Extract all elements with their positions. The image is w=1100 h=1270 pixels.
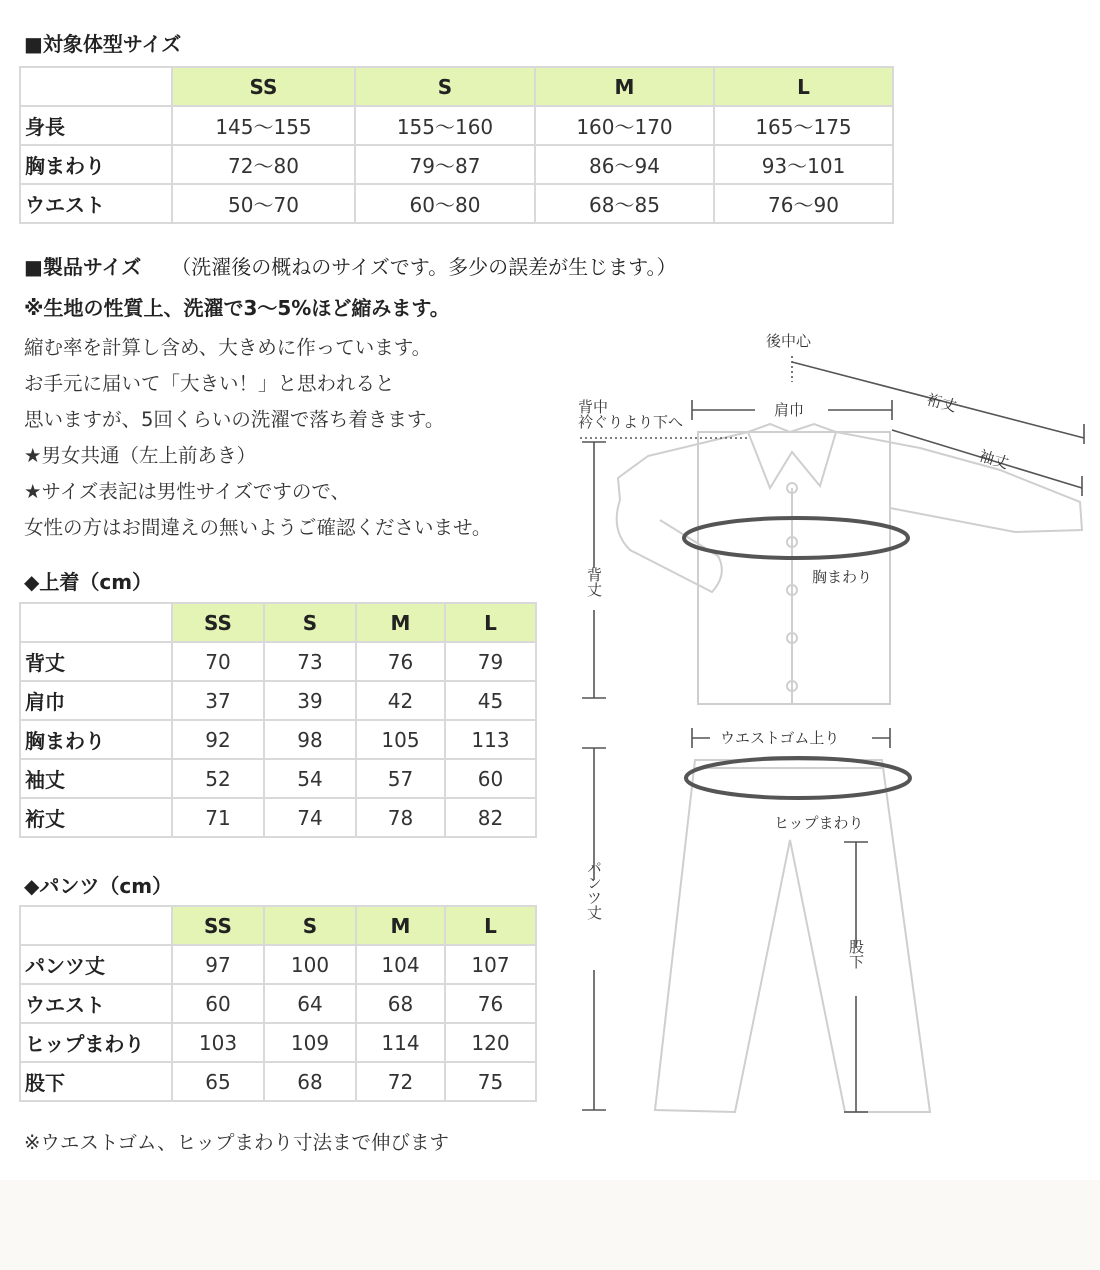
table-cell: 37	[172, 681, 264, 720]
row-label: ウエスト	[20, 184, 172, 223]
description-line: お手元に届いて「大きい！」と思われると	[24, 372, 395, 395]
top-size-table	[19, 602, 537, 838]
yuki-length-label: 裄丈	[924, 390, 959, 416]
target-size-title: ■対象体型サイズ	[24, 32, 182, 56]
header-cell: L	[445, 906, 536, 945]
footer-note: ※ウエストゴム、ヒップまわり寸法まで伸びます	[24, 1131, 450, 1154]
product-size-title: ■製品サイズ	[24, 255, 142, 279]
hip-measure-ring	[686, 758, 910, 798]
table-cell: 82	[445, 798, 536, 837]
top-size-title: ◆上着（cm）	[24, 570, 153, 594]
row-label: 胸まわり	[20, 720, 172, 759]
table-cell: 100	[264, 945, 356, 984]
table-cell: 57	[356, 759, 445, 798]
table-header-row	[20, 603, 536, 642]
table-cell: 97	[172, 945, 264, 984]
collar-from-label: 背中	[578, 398, 609, 416]
header-cell	[20, 906, 172, 945]
pants-size-table	[19, 905, 537, 1102]
header-cell	[20, 67, 172, 106]
bottom-band	[0, 1180, 1100, 1270]
table-cell: 92	[172, 720, 264, 759]
header-cell: S	[264, 906, 356, 945]
table-cell: 72	[356, 1062, 445, 1101]
back-center-label: 後中心	[766, 332, 812, 350]
table-cell: 60〜80	[355, 184, 535, 223]
table-row	[20, 945, 536, 984]
table-cell: 45	[445, 681, 536, 720]
table-row	[20, 1023, 536, 1062]
hip-label: ヒップまわり	[774, 814, 864, 832]
table-cell: 39	[264, 681, 356, 720]
chest-label: 胸まわり	[812, 568, 873, 586]
table-cell: 109	[264, 1023, 356, 1062]
table-cell: 78	[356, 798, 445, 837]
table-row	[20, 1062, 536, 1101]
table-cell: 76〜90	[714, 184, 893, 223]
header-cell: L	[445, 603, 536, 642]
table-cell: 52	[172, 759, 264, 798]
description-line: 女性の方はお間違えの無いようご確認くださいませ。	[24, 516, 492, 539]
description-line: ★サイズ表記は男性サイズですので、	[24, 480, 350, 503]
table-cell: 76	[445, 984, 536, 1023]
product-size-heading	[24, 251, 677, 280]
back-length-label: 背丈	[585, 567, 603, 597]
table-row	[20, 984, 536, 1023]
garment-measurement-illustration	[560, 320, 1090, 1130]
table-cell: 71	[172, 798, 264, 837]
header-cell: M	[356, 906, 445, 945]
table-cell: 60	[445, 759, 536, 798]
table-header-row	[20, 67, 893, 106]
table-cell: 70	[172, 642, 264, 681]
description-line: 思いますが、5回くらいの洗濯で落ち着きます。	[24, 408, 445, 431]
table-cell: 103	[172, 1023, 264, 1062]
table-cell: 68	[264, 1062, 356, 1101]
table-cell: 76	[356, 642, 445, 681]
table-cell: 64	[264, 984, 356, 1023]
table-cell: 107	[445, 945, 536, 984]
table-cell: 79	[445, 642, 536, 681]
row-label: 背丈	[20, 642, 172, 681]
header-cell: M	[356, 603, 445, 642]
row-label: 肩巾	[20, 681, 172, 720]
table-cell: 165〜175	[714, 106, 893, 145]
table-cell: 113	[445, 720, 536, 759]
table-cell: 73	[264, 642, 356, 681]
table-cell: 75	[445, 1062, 536, 1101]
table-cell: 93〜101	[714, 145, 893, 184]
description-text	[24, 330, 491, 546]
table-cell: 68〜85	[535, 184, 714, 223]
header-cell: S	[355, 67, 535, 106]
pants-outline	[655, 760, 930, 1112]
table-cell: 74	[264, 798, 356, 837]
waist-top-label: ウエストゴム上り	[720, 729, 840, 747]
table-cell: 86〜94	[535, 145, 714, 184]
table-row	[20, 184, 893, 223]
row-label: 身長	[20, 106, 172, 145]
table-row	[20, 145, 893, 184]
table-row	[20, 642, 536, 681]
header-cell: M	[535, 67, 714, 106]
table-row	[20, 798, 536, 837]
table-cell: 60	[172, 984, 264, 1023]
table-row	[20, 106, 893, 145]
header-cell: SS	[172, 603, 264, 642]
header-cell: SS	[172, 906, 264, 945]
row-label: ヒップまわり	[20, 1023, 172, 1062]
table-cell: 50〜70	[172, 184, 355, 223]
table-cell: 42	[356, 681, 445, 720]
table-cell: 104	[356, 945, 445, 984]
product-size-note: （洗濯後の概ねのサイズです。多少の誤差が生じます。）	[171, 255, 677, 279]
table-cell: 155〜160	[355, 106, 535, 145]
pants-length-label: パンツ丈	[585, 860, 603, 920]
table-cell: 160〜170	[535, 106, 714, 145]
row-label: 胸まわり	[20, 145, 172, 184]
header-cell: SS	[172, 67, 355, 106]
table-row	[20, 720, 536, 759]
row-label: ウエスト	[20, 984, 172, 1023]
header-cell: S	[264, 603, 356, 642]
inseam-label: 股下	[847, 939, 865, 969]
header-cell	[20, 603, 172, 642]
collar-below-label: 衿ぐりより下へ	[578, 413, 684, 431]
row-label: 袖丈	[20, 759, 172, 798]
sleeve-length-label: 袖丈	[976, 446, 1011, 473]
table-cell: 65	[172, 1062, 264, 1101]
shoulder-width-label: 肩巾	[774, 401, 805, 419]
table-cell: 114	[356, 1023, 445, 1062]
table-cell: 105	[356, 720, 445, 759]
shrink-note: ※生地の性質上、洗濯で3〜5%ほど縮みます。	[24, 296, 450, 320]
table-cell: 120	[445, 1023, 536, 1062]
table-cell: 68	[356, 984, 445, 1023]
row-label: パンツ丈	[20, 945, 172, 984]
description-line: ★男女共通（左上前あき）	[24, 444, 256, 467]
pants-size-title: ◆パンツ（cm）	[24, 874, 173, 898]
table-cell: 79〜87	[355, 145, 535, 184]
header-cell: L	[714, 67, 893, 106]
row-label: 股下	[20, 1062, 172, 1101]
row-label: 裄丈	[20, 798, 172, 837]
table-cell: 72〜80	[172, 145, 355, 184]
table-row	[20, 759, 536, 798]
table-header-row	[20, 906, 536, 945]
description-line: 縮む率を計算し含め、大きめに作っています。	[24, 336, 432, 359]
table-cell: 145〜155	[172, 106, 355, 145]
table-cell: 54	[264, 759, 356, 798]
table-row	[20, 681, 536, 720]
table-cell: 98	[264, 720, 356, 759]
target-size-table	[19, 66, 894, 224]
